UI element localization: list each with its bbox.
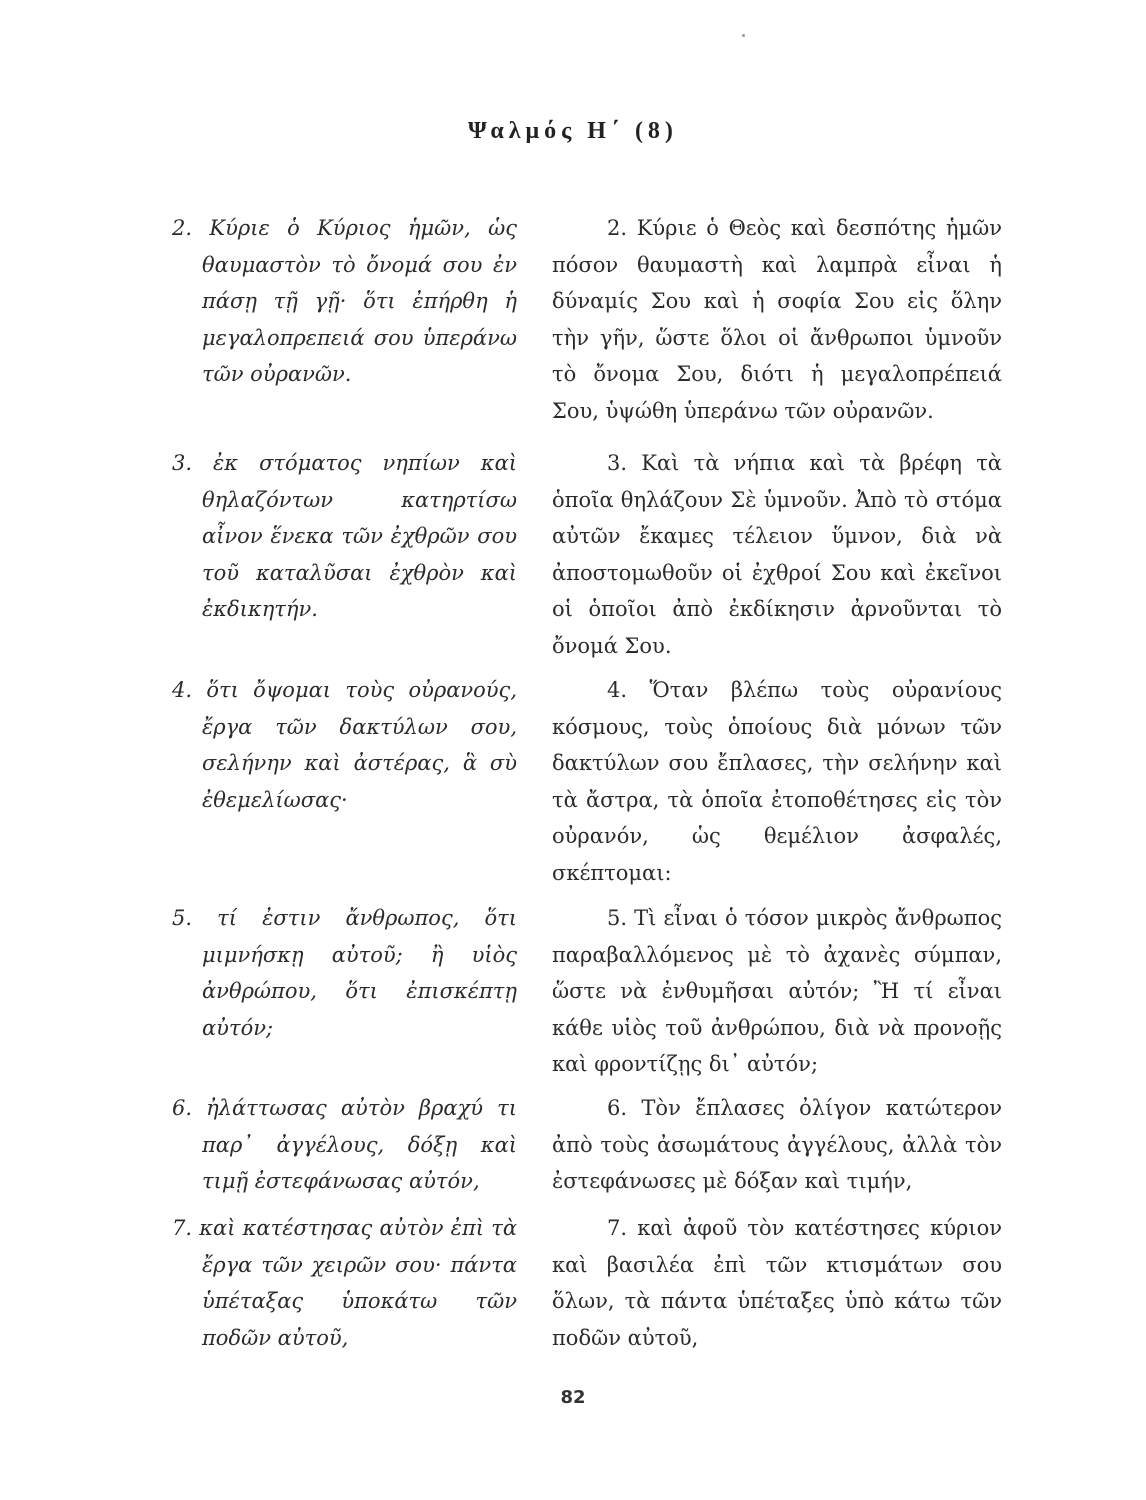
ancient-verse-7: 7. καὶ κατέστησας αὐτὸν ἐπὶ τὰ ἔργα τῶν χειρῶν σου· πάντα ὑπέταξας ὑποκάτω τῶν ποδῶν αὐτοῦ, xyxy=(172,1216,517,1350)
psalm-title: Ψαλμός Η΄ (8) xyxy=(468,118,678,144)
page-number: 82 xyxy=(560,1387,586,1408)
ancient-verse-2: 2. Κύριε ὁ Κύριος ἡμῶν, ὡς θαυμαστὸν τὸ ὄνομά σου ἐν πάσῃ τῇ γῇ· ὅτι ἐπήρθη ἡ μεγαλοπρεπειά σου ὑπεράνω τῶν οὐρανῶν. xyxy=(172,216,517,386)
translation-verse-5: 5. Τὶ εἶναι ὁ τόσον μικρὸς ἄνθρωπος παραβαλλόμενος μὲ τὸ ἀχανὲς σύμπαν, ὥστε νὰ ἐνθυμῆσαι αὐτόν; Ἢ τί εἶναι κάθε υἱὸς τοῦ ἀνθρώπου, διὰ νὰ προνοῇς καὶ φροντίζῃς δι᾿ αὐτόν; xyxy=(552,906,1002,1076)
ancient-verse-4: 4. ὅτι ὄψομαι τοὺς οὐρανούς, ἔργα τῶν δακτύλων σου, σελήνην καὶ ἀστέρας, ἃ σὺ ἐθεμελίωσας· xyxy=(172,678,517,812)
translation-verse-3: 3. Καὶ τὰ νήπια καὶ τὰ βρέφη τὰ ὁποῖα θηλάζουν Σὲ ὑμνοῦν. Ἀπὸ τὸ στόμα αὐτῶν ἔκαμες τέλειον ὕμνον, διὰ νὰ ἀποστομωθοῦν οἱ ἐχθροί Σου καὶ ἐκεῖνοι οἱ ὁποῖοι ἀπὸ ἐκδίκησιν ἀρνοῦνται τὸ ὄνομά Σου. xyxy=(552,451,1002,658)
translation-verse-2: 2. Κύριε ὁ Θεὸς καὶ δεσπότης ἡμῶν πόσον θαυμαστὴ καὶ λαμπρὰ εἶναι ἡ δύναμίς Σου καὶ ἡ σοφία Σου εἰς ὅλην τὴν γῆν, ὥστε ὅλοι οἱ ἄνθρωποι ὑμνοῦν τὸ ὄνομα Σου, διότι ἡ μεγαλοπρέπειά Σου, ὑψώθη ὑπεράνω τῶν οὐρανῶν. xyxy=(552,216,1002,423)
translation-verse-6: 6. Τὸν ἔπλασες ὀλίγον κατώτερον ἀπὸ τοὺς ἀσωμάτους ἀγγέλους, ἀλλὰ τὸν ἐστεφάνωσες μὲ δόξαν καὶ τιμήν, xyxy=(552,1096,1002,1193)
print-speck xyxy=(742,34,745,37)
ancient-verse-6: 6. ἠλάττωσας αὐτὸν βραχύ τι παρ᾿ ἀγγέλους, δόξῃ καὶ τιμῇ ἐστεφάνωσας αὐτόν, xyxy=(172,1096,517,1193)
translation-verse-4: 4. Ὅταν βλέπω τοὺς οὐρανίους κόσμους, τοὺς ὁποίους διὰ μόνων τῶν δακτύλων σου ἔπλασες, τὴν σελήνην καὶ τὰ ἄστρα, τὰ ὁποῖα ἐτοποθέτησες εἰς τὸν οὐρανόν, ὡς θεμέλιον ἀσφαλές, σκέπτομαι: xyxy=(552,678,1002,885)
ancient-verse-3: 3. ἐκ στόματος νηπίων καὶ θηλαζόντων κατηρτίσω αἶνον ἕνεκα τῶν ἐχθρῶν σου τοῦ καταλῦσαι ἐχθρὸν καὶ ἐκδικητήν. xyxy=(172,451,517,621)
ancient-verse-5: 5. τί ἐστιν ἄνθρωπος, ὅτι μιμνήσκῃ αὐτοῦ; ἢ υἱὸς ἀνθρώπου, ὅτι ἐπισκέπτῃ αὐτόν; xyxy=(172,906,517,1040)
translation-verse-7: 7. καὶ ἀφοῦ τὸν κατέστησες κύριον καὶ βασιλέα ἐπὶ τῶν κτισμάτων σου ὅλων, τὰ πάντα ὑπέταξες ὑπὸ κάτω τῶν ποδῶν αὐτοῦ, xyxy=(552,1216,1002,1350)
